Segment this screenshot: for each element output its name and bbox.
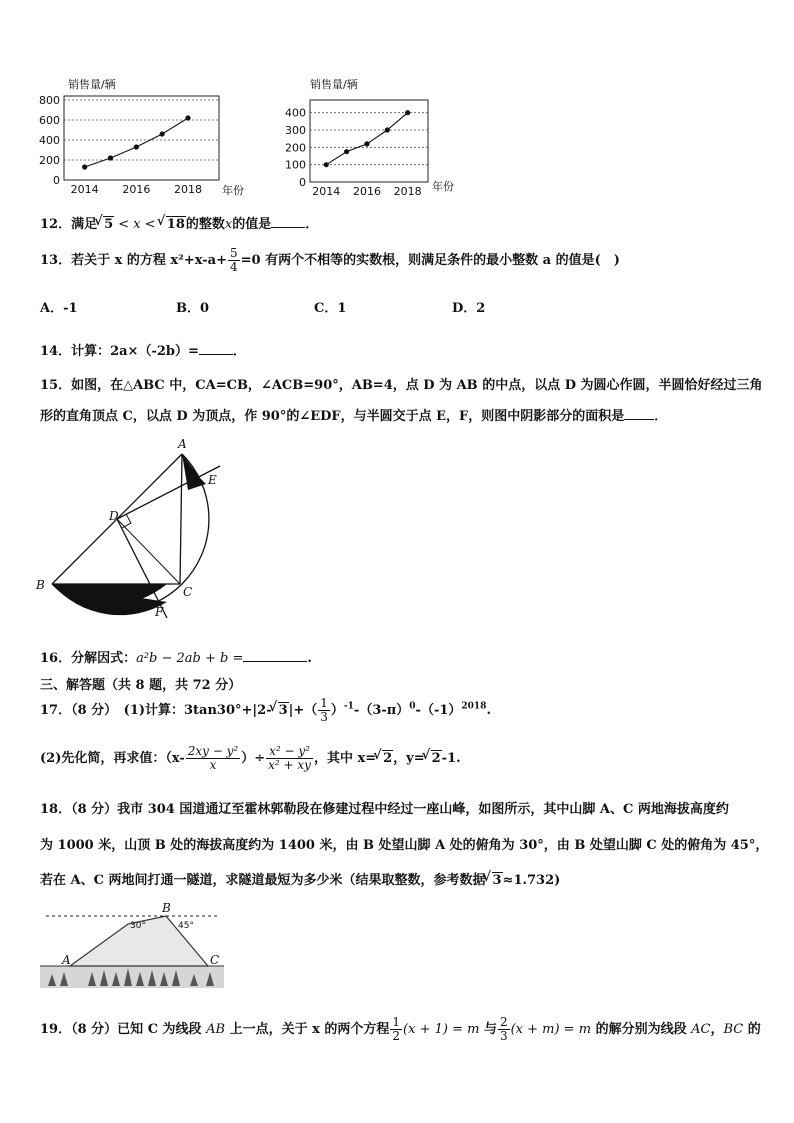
q16-answer-blank[interactable] (243, 661, 307, 662)
q14-text: 14．计算：2a×（-2b）= (40, 344, 199, 359)
q17-den: 3 (320, 710, 328, 724)
q19-d: 的解分别为线段 (591, 1022, 692, 1037)
data-point (324, 162, 329, 167)
chart-right (280, 72, 470, 202)
q15-line-2-text: 形的直角顶点 C，以点 D 为顶点，作 90°的∠EDF，与半圆交于点 E，F，则图中阴影部分的面积是 (40, 409, 625, 424)
q17-p1-f: . (486, 703, 491, 718)
x-tick-label: 2016 (122, 183, 151, 196)
mountain-label-c: C (210, 953, 220, 967)
y-tick-label: 400 (39, 134, 60, 147)
label-e: E (208, 473, 217, 487)
q19-ac: AC (691, 1022, 711, 1037)
q19-frac-1 (390, 1016, 402, 1043)
q18-line-3b: ≈1.732) (502, 873, 561, 888)
q12-radicand-1: 5 (104, 217, 114, 232)
label-a: A (178, 437, 187, 451)
q13-text-1: 13．若关于 x 的方程 x²+x-a+ (40, 253, 227, 268)
y-tick-label: 800 (39, 94, 60, 107)
q17-p2-e: -1. (441, 751, 461, 766)
q17-p2-c: ，其中 x= (313, 751, 377, 766)
segment-dc (117, 519, 180, 584)
q19-eq2: (x + m) = m (510, 1022, 592, 1037)
q17-radicand-x: 2 (383, 751, 393, 766)
q12-prefix: 12．满足 (40, 217, 98, 232)
question-18-line-1: 18．（8 分）我市 304 国道通辽至霍林郭勒段在修建过程中经过一座山峰，如图所示，其中山脚 A、C 两地海拔高度约 (40, 802, 729, 817)
q12-ineq: < x < (114, 217, 160, 232)
q19-d1: 2 (392, 1029, 401, 1043)
question-13 (40, 247, 620, 274)
q17-num: 1 (320, 696, 328, 710)
q12-suffix: 的整数 (185, 217, 225, 232)
q17-p2-d: ，y= (393, 751, 425, 766)
q12-end: ． (305, 217, 319, 232)
angle-label-30: 30° (130, 921, 146, 931)
section-3-heading: 三、解答题（共 8 题，共 72 分） (40, 678, 242, 693)
q18-line-3a: 若在 A、C 两地间打通一隧道，求隧道最短为多少米（结果取整数，参考数据 (40, 873, 486, 888)
q19-bc: BC (723, 1022, 744, 1037)
data-point (108, 155, 113, 160)
q17-frac-2 (266, 745, 313, 772)
q17-num-2: x² − y² (266, 745, 313, 759)
x-tick-label: 2014 (312, 185, 341, 198)
q17-frac-1 (186, 745, 240, 772)
x-tick-label: 2018 (174, 183, 202, 196)
q16-expr: a²b − 2ab + b = (136, 651, 244, 666)
x-axis-label: 年份 (222, 184, 244, 197)
plot-frame (64, 96, 219, 180)
question-17-part-2 (40, 745, 461, 772)
question-17-part-1 (40, 697, 491, 724)
q17-p1-a: 17．（8 分） (1)计算：3tan30°+|2- (40, 703, 272, 718)
q19-ab: AB (206, 1022, 226, 1037)
y-tick-label: 100 (285, 158, 306, 172)
question-16 (40, 647, 312, 666)
q12-root-1 (103, 216, 114, 232)
q16-end: . (307, 651, 312, 666)
q19-frac-2 (498, 1016, 510, 1043)
label-b: B (36, 578, 45, 592)
q17-p1-d: -（3-π） (353, 703, 410, 718)
y-axis-label: 销售量/辆 (310, 78, 358, 91)
q17-num-1: 2xy − y² (187, 744, 239, 758)
q17-p1-c: ） (330, 703, 344, 718)
question-15-line-1: 15．如图，在△ABC 中，CA=CB，∠ACB=90°，AB=4，点 D 为 AB 的中点，以点 D 为圆心作圆，半圆恰好经过三角 (40, 378, 763, 393)
x-tick-label: 2014 (70, 183, 99, 196)
y-tick-label: 300 (285, 124, 306, 137)
question-18-line-3 (40, 869, 560, 888)
q13-text-2: =0 有两个不相等的实数根，则满足条件的最小整数 a 的值是( ) (240, 253, 620, 268)
q19-n1: 1 (392, 1015, 401, 1029)
q14-end: ． (232, 344, 246, 359)
q13-option-c[interactable]: C．1 (314, 301, 347, 316)
x-tick-label: 2016 (352, 185, 381, 198)
data-point (134, 144, 139, 149)
question-19 (40, 1016, 761, 1043)
q13-den: 4 (230, 260, 238, 274)
series-line (326, 113, 407, 165)
q13-option-a[interactable]: A．-1 (40, 301, 78, 316)
segment-ac (180, 454, 182, 584)
label-d: D (109, 509, 119, 523)
mountain-figure (38, 902, 228, 992)
data-point (82, 164, 87, 169)
y-tick-label: 0 (299, 176, 306, 189)
y-tick-label: 600 (39, 114, 60, 127)
q17-radicand-y: 2 (431, 751, 441, 766)
data-point (405, 110, 410, 115)
q12-suffix2: 的值是 (232, 217, 272, 232)
data-point (185, 115, 190, 120)
chart-left (30, 70, 260, 200)
q19-eq1: (x + 1) = m (403, 1022, 480, 1037)
q15-answer-blank[interactable] (624, 419, 654, 420)
q19-e: ， (710, 1022, 724, 1037)
y-tick-label: 0 (53, 174, 60, 187)
q17-fraction (318, 697, 330, 724)
angle-label-45: 45° (178, 921, 194, 931)
mountain-label-a: A (62, 953, 71, 967)
q13-num: 5 (230, 246, 238, 260)
q17-den-2: x² + xy (268, 758, 311, 772)
x-tick-label: 2018 (393, 185, 422, 198)
geometry-figure (30, 432, 240, 622)
q16-text: 16．分解因式： (40, 651, 137, 666)
question-18-line-2: 为 1000 米，山顶 B 处的海拔高度约为 1400 米，由 B 处望山脚 A 处的俯角为 30°，由 B 处望山脚 C 处的俯角为 45°， (40, 838, 769, 853)
q17-sup-3: 2018 (461, 701, 487, 712)
q15-end: ． (654, 409, 668, 424)
q17-p1-e: -（-1） (415, 703, 462, 718)
data-point (364, 141, 369, 146)
q19-b: 上一点，关于 x 的两个方程 (225, 1022, 390, 1037)
data-point (344, 149, 349, 154)
q13-fraction (228, 247, 240, 274)
q17-p2-a: (2)先化简，再求值：（x- (40, 751, 185, 766)
q12-root-2 (166, 216, 186, 232)
q19-f: 的 (743, 1022, 761, 1037)
q17-root-x (382, 750, 393, 766)
y-tick-label: 200 (285, 141, 306, 155)
question-15-line-2 (40, 405, 667, 424)
x-axis-label: 年份 (432, 180, 454, 193)
q12-radicand-2: 18 (166, 217, 185, 232)
q12-answer-blank[interactable] (271, 227, 305, 228)
q19-n2: 2 (499, 1015, 508, 1029)
q13-option-b[interactable]: B．0 (176, 301, 210, 316)
mountain-label-b: B (162, 902, 171, 915)
label-c: C (183, 585, 193, 599)
q17-root (278, 702, 289, 718)
q19-c: 与 (479, 1022, 497, 1037)
q17-sup-1: -1 (343, 701, 354, 712)
q17-p2-b: ）÷ (241, 751, 266, 766)
q17-p1-b: |+（ (288, 703, 318, 718)
q18-root (492, 872, 503, 888)
y-tick-label: 200 (39, 154, 60, 167)
data-point (385, 127, 390, 132)
q17-den-1: x (209, 758, 217, 772)
q19-d2: 3 (499, 1029, 508, 1043)
q18-radicand: 3 (492, 873, 502, 888)
q13-option-d[interactable]: D．2 (452, 301, 486, 316)
data-point (160, 131, 165, 136)
label-f: F (155, 605, 164, 619)
y-axis-label: 销售量/辆 (68, 78, 116, 91)
question-12 (40, 213, 318, 232)
q17-radicand: 3 (278, 703, 288, 718)
q17-sup-2: 0 (409, 701, 416, 712)
y-tick-label: 400 (285, 106, 306, 120)
question-14 (40, 340, 246, 359)
q17-root-y (431, 750, 442, 766)
q12-var: x (224, 217, 233, 232)
q19-a: 19．（8 分）已知 C 为线段 (40, 1022, 207, 1037)
q14-answer-blank[interactable] (199, 354, 233, 355)
